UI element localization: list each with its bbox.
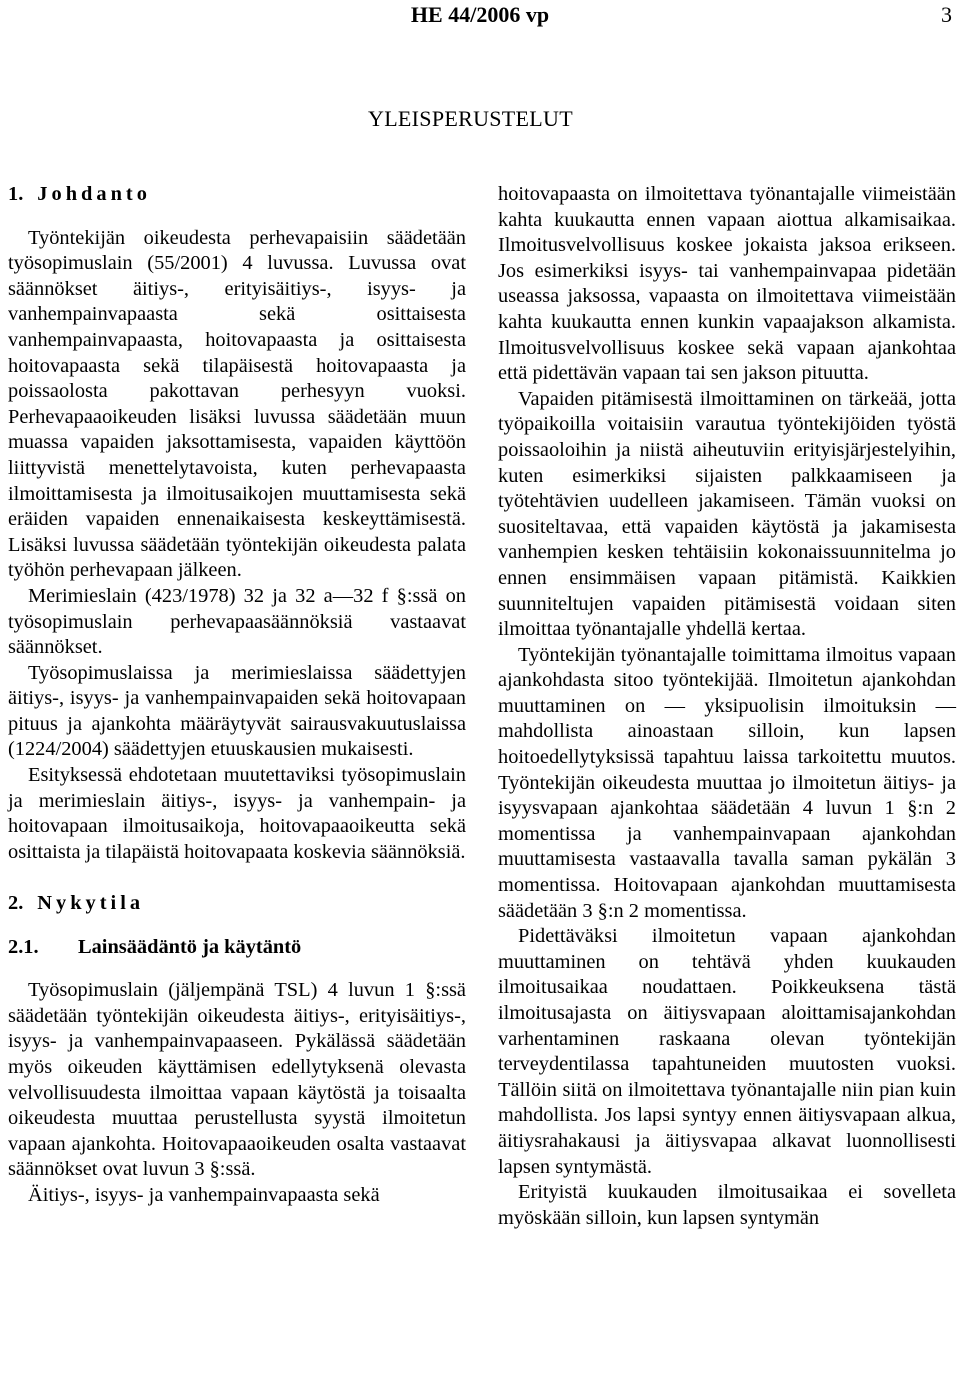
heading-lainsaadanto [8, 935, 466, 961]
document-id: HE 44/2006 vp [410, 2, 550, 27]
paragraph: Merimieslain (423/1978) 32 ja 32 a—32 f §:ssä on työsopimuslain perhevapaasäännöksiä vastaavat säännökset. [8, 584, 466, 659]
paragraph: Työntekijän oikeudesta perhevapaisiin säädetään työsopimuslain (55/2001) 4 luvussa. Luvussa ovat säännökset äitiys-, erityisäitiys-, isyys- ja vanhempainvapaasta sekä osittaisesta vanhempainvapaasta, hoitovapaasta ja osittaisesta hoitovapaasta sekä tilapäisestä hoitovapaasta ja poissaolosta pakottavan perhesyyn vuoksi. Perhevapaaoikeuden lisäksi luvussa säädetään muun muassa vapaiden jaksottamisesta, vapaiden käyttöön liittyvistä menettelytavoista, kuten perhevapaasta ilmoittamisesta ja ilmoitusaikojen muuttamisesta sekä eräiden vapaiden ennenaikaisesta keskeyttämisestä. Lisäksi luvussa säädetään työntekijän oikeudesta palata työhön perhevapaan jälkeen. [8, 226, 466, 582]
paragraph: Työntekijän työnantajalle toimittama ilmoitus vapaan ajankohdasta sitoo työntekijää. Ilmoitetun ajankohdan muuttaminen on — yksipuolisin ilmoituksin — mahdollista ainoastaan silloin, kun lapsen hoitoedellytyksissä tapahtuu laissa tarkoitettu muutos. Työntekijän oikeudesta muuttaa jo ilmoitetun äitiys- ja isyysvapaan ajankohtaa säädetään 4 luvun 1 §:n 2 momentissa ja vanhempainvapaan ajankohdan muuttamisesta vastaavalla tavalla saman pykälän 3 momentissa. Hoitovapaan ajankohdan muuttamisesta säädetään 3 §:n 2 momentissa. [498, 643, 956, 922]
heading-text: Nykytila [37, 892, 145, 915]
paragraph: Vapaiden pitämisestä ilmoittaminen on tärkeää, jotta työpaikoilla voitaisiin varautua työntekijöiden työstä poissaoloihin ja niistä aiheutuviin erityisjärjestelyihin, kuten esimerkiksi sijaisten palkkaamiseen ja työtehtävien uudelleen jakamiseen. Tämän vuoksi on suositeltavaa, että vapaiden käytöstä ja jakamisesta vanhempien kesken tehtäisiin kokonaissuunnitelma jo ennen ensimmäisen vapaan pitämistä. Kaikkien suunniteltujen vapaiden pitämisestä voidaan siten ilmoittaa työnantajalle yhdellä kertaa. [498, 387, 956, 641]
paragraph: Esityksessä ehdotetaan muutettaviksi työsopimuslain ja merimieslain äitiys-, isyys- ja vanhempain- ja hoitovapaan ilmoitusaikoja, hoitovapaaoikeutta sekä osittaista ja tilapäistä hoitovapaata koskevia säännöksiä. [8, 764, 466, 863]
paragraph: hoitovapaasta on ilmoitettava työnantajalle viimeistään kahta kuukautta ennen vapaan aiottua alkamisaikaa. Ilmoitusvelvollisuus koskee jokaista jaksoa erikseen. Jos esimerkiksi isyys- tai vanhempainvapaa pidetään useassa jaksossa, vapaasta on ilmoitettava viimeistään kahta kuukautta ennen kunkin vapaajakson alkamista. Ilmoitusvelvollisuus koskee sekä vapaan ajankohtaa että pidettävän vapaan tai sen jakson pituutta. [498, 183, 956, 385]
heading-text: Johdanto [37, 183, 151, 205]
heading-number: 2. [8, 892, 24, 915]
heading-number: 2.1. [8, 935, 39, 958]
right-column [498, 182, 956, 1231]
heading-nykytila [8, 891, 466, 917]
paragraph: Pidettäväksi ilmoitetun vapaan ajankohdan muuttaminen on tehtävä yhden kuukauden ilmoitusaikaa noudattaen. Poikkeuksena tästä ilmoitusajasta on äitiysvapaan aloittamisajankohdan varhentaminen raskaana olevan työntekijän terveydentilassa tapahtuneiden muutosten vuoksi. Tällöin siitä on ilmoitettava työnantajalle niin pian kuin mahdollista. Jos lapsi syntyy ennen äitiysvapaan alkua, äitiysrahakausi ja äitiysvapaa alkavat luonnollisesti lapsen syntymästä. [498, 925, 956, 1178]
left-column [8, 182, 466, 1209]
paragraph: Erityistä kuukauden ilmoitusaikaa ei sovelleta myöskään silloin, kun lapsen syntymän [498, 1181, 956, 1229]
paragraph: Työsopimuslaissa ja merimieslaissa säädettyjen äitiys-, isyys- ja vanhempainvapaiden sekä hoitovapaan pituus ja ajankohta määräytyvät sairausvakuutuslaissa (1224/2004) säädettyjen etuuskausien mukaisesti. [8, 661, 466, 761]
section-title: YLEISPERUSTELUT [368, 106, 573, 131]
page-number: 3 [941, 2, 952, 27]
heading-johdanto [8, 182, 466, 208]
heading-text: Lainsäädäntö ja käytäntö [78, 935, 302, 958]
paragraph: Työsopimuslain (jäljempänä TSL) 4 luvun 1 §:ssä säädetään työntekijän oikeudesta äitiys-, erityisäitiys-, isyys- ja vanhempainvapaaseen. Pykälässä säädetään myös oikeuden käyttämisen edellytyksenä olevasta velvollisuudesta ilmoittaa vapaan käytöstä ja toisaalta oikeudesta muuttaa perustellusta syystä ilmoitetun vapaan ajankohta. Hoitovapaaoikeuden osalta vastaavat säännökset ovat luvun 3 §:ssä. [8, 979, 466, 1181]
paragraph: Äitiys-, isyys- ja vanhempainvapaasta sekä [28, 1183, 380, 1206]
heading-number: 1. [8, 183, 24, 205]
